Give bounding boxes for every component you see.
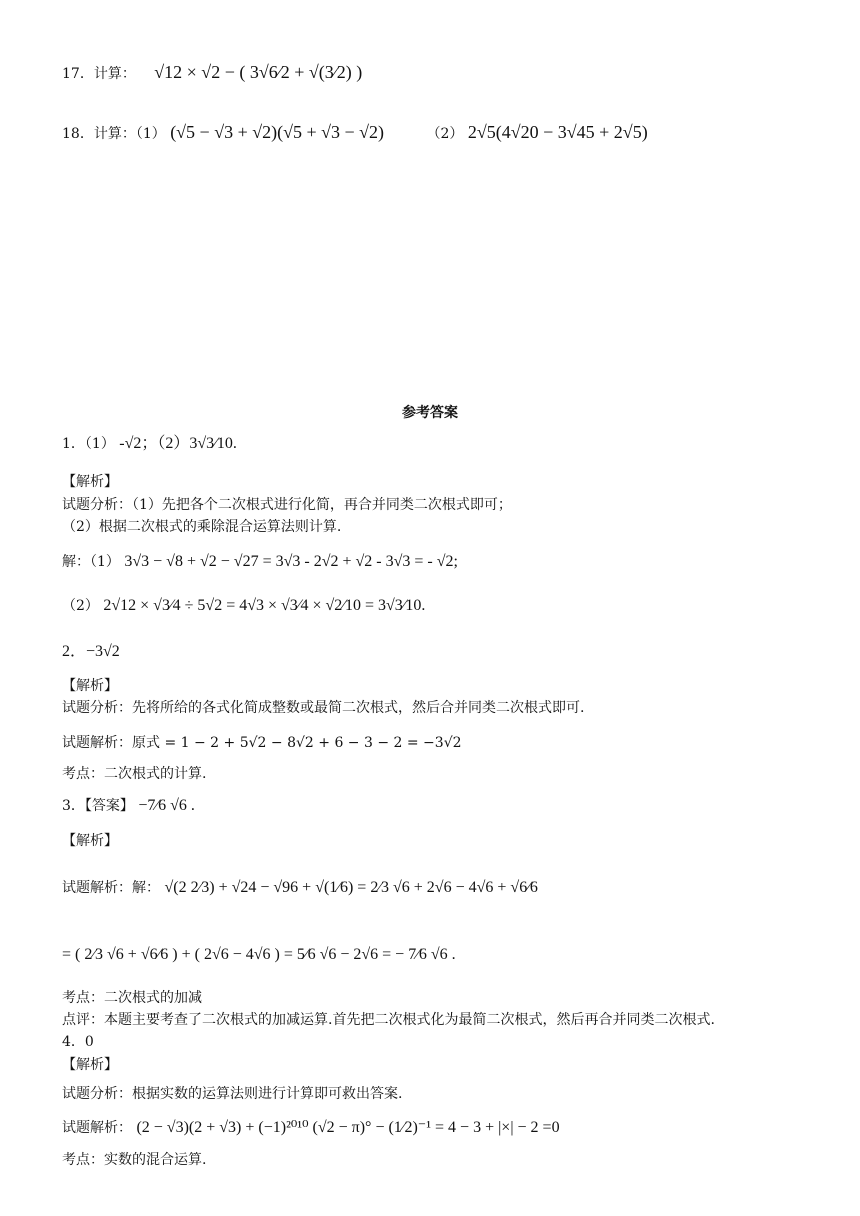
question-17-expression: √12 × √2 − ( 3√6⁄2 + √(3⁄2) ) <box>154 62 363 82</box>
answer-1-result <box>62 434 237 454</box>
answer-1-value: -√2；（2）3√3⁄10. <box>119 435 237 452</box>
answer-2-result: 2．−3√2 <box>62 643 120 660</box>
answer-4-analysis: 试题分析：根据实数的运算法则进行计算即可救出答案. <box>62 1086 403 1102</box>
answer-3-jiexi: 【解析】 <box>62 833 118 849</box>
answer-4-solution <box>62 1118 560 1138</box>
answer-1-analysis-1: 试题分析：（1）先把各个二次根式进行化简，再合并同类二次根式即可； <box>62 497 512 513</box>
question-18 <box>62 122 648 144</box>
answer-1-solution-1 <box>62 552 458 572</box>
answer-1-solution-2-label: （2） <box>62 598 99 614</box>
answer-3-label: 3．【答案】 <box>62 798 134 814</box>
answer-2-analysis: 试题分析：先将所给的各式化简成整数或最简二次根式，然后合并同类二次根式即可. <box>62 700 585 716</box>
answer-3-solution-2: = ( 2⁄3 √6 + √6⁄6 ) + ( 2√6 − 4√6 ) = 5⁄6 √6 − 2√6 = − 7⁄6 √6 . <box>62 946 456 963</box>
answer-1-solution-2-expr: 2√12 × √3⁄4 ÷ 5√2 = 4√3 × √3⁄4 × √2⁄10 = 3√3⁄10. <box>103 597 426 614</box>
question-18-expression-1: (√5 − √3 + √2)(√5 + √3 − √2) <box>170 122 385 142</box>
question-18-label: 18．计算：（1） <box>62 126 166 142</box>
answer-2-jiexi: 【解析】 <box>62 678 118 694</box>
answer-4-solution-expr: (2 − √3)(2 + √3) + (−1)²⁰¹⁰ (√2 − π)° − (1⁄2)⁻¹ = 4 − 3 + |×| − 2 =0 <box>136 1119 560 1136</box>
answer-4-solution-label: 试题解析： <box>62 1120 132 1136</box>
answer-1-solution-2 <box>62 596 425 616</box>
answer-3-solution-1-expr: √(2 2⁄3) + √24 − √96 + √(1⁄6) = 2⁄3 √6 + 2√6 − 4√6 + √6⁄6 <box>164 879 538 896</box>
answer-1-solution-1-label: 解：（1） <box>62 554 120 570</box>
answer-4-kaodian: 考点：实数的混合运算. <box>62 1152 207 1168</box>
answer-1-label: 1．（1） <box>62 436 115 452</box>
answer-1-solution-1-expr: 3√3 − √8 + √2 − √27 = 3√3 - 2√2 + √2 - 3√3 = - √2; <box>124 553 458 570</box>
answer-3-value: −7⁄6 √6 . <box>138 797 195 814</box>
answer-2-solution: 试题解析：原式 = 1 − 2 + 5√2 − 8√2 + 6 − 3 − 2 = −3√2 <box>62 735 462 751</box>
answer-2-kaodian: 考点：二次根式的计算. <box>62 766 207 782</box>
answer-4-jiexi: 【解析】 <box>62 1057 118 1073</box>
answer-1-jiexi: 【解析】 <box>62 474 118 490</box>
question-17 <box>62 62 362 84</box>
question-18-expression-2: 2√5(4√20 − 3√45 + 2√5) <box>467 122 648 142</box>
answer-3-dianping: 点评：本题主要考查了二次根式的加减运算.首先把二次根式化为最简二次根式，然后再合并同类二次根式. <box>62 1012 715 1028</box>
answers-title: 参考答案 <box>402 405 458 421</box>
question-18-label-2: （2） <box>426 126 464 142</box>
answer-3-solution-label: 试题解析：解： <box>62 880 160 896</box>
answer-1-analysis-2: （2）根据二次根式的乘除混合运算法则计算. <box>62 519 342 535</box>
question-17-label: 17．计算： <box>62 66 136 82</box>
answer-4-result: 4．0 <box>62 1034 94 1050</box>
answer-3-result <box>62 796 195 816</box>
answer-3-kaodian: 考点：二次根式的加减 <box>62 990 202 1006</box>
answer-3-solution-1 <box>62 878 538 898</box>
